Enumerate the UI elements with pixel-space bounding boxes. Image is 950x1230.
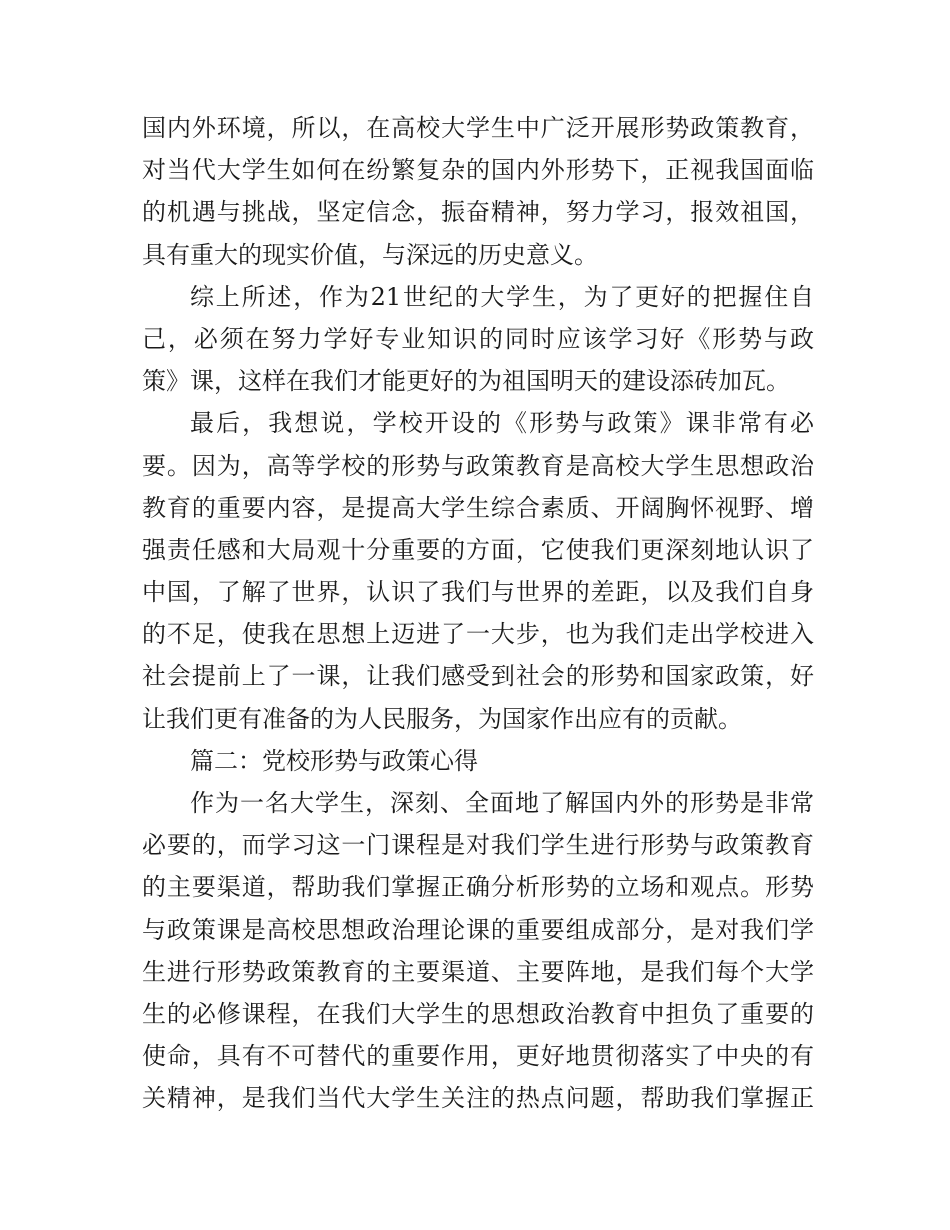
text-line: 中国，了解了世界，认识了我们与世界的差距，以及我们自身 <box>142 578 814 607</box>
text-line: 关精神，是我们当代大学生关注的热点问题，帮助我们掌握正 <box>142 1084 814 1113</box>
text-line: 的不足，使我在思想上迈进了一大步，也为我们走出学校进入 <box>142 620 814 649</box>
text-line: 的机遇与挑战，坚定信念，振奋精神，努力学习，报效祖国， <box>142 198 814 227</box>
text-line: 生的必修课程，在我们大学生的思想政治教育中担负了重要的 <box>142 999 814 1028</box>
text-line: 具有重大的现实价值，与深远的历史意义。 <box>142 240 598 269</box>
text-line: 己，必须在努力学好专业知识的同时应该学习好《形势与政 <box>142 324 814 353</box>
text-line: 强责任感和大局观十分重要的方面，它使我们更深刻地认识了 <box>142 535 814 564</box>
text-line: 教育的重要内容，是提高大学生综合素质、开阔胸怀视野、增 <box>142 493 814 522</box>
text-line: 综上所述，作为21世纪的大学生，为了更好的把握住自 <box>190 282 814 311</box>
text-line: 让我们更有准备的为人民服务，为国家作出应有的贡献。 <box>142 704 742 733</box>
text-line: 作为一名大学生，深刻、全面地了解国内外的形势是非常 <box>190 789 814 817</box>
text-line: 要。因为，高等学校的形势与政策教育是高校大学生思想政治 <box>142 451 814 480</box>
text-line: 最后，我想说，学校开设的《形势与政策》课非常有必 <box>190 409 814 438</box>
text-line: 必要的，而学习这一门课程是对我们学生进行形势与政策教育 <box>142 831 814 860</box>
text-line: 社会提前上了一课，让我们感受到社会的形势和国家政策，好 <box>142 662 814 691</box>
text-line: 国内外环境，所以，在高校大学生中广泛开展形势政策教育， <box>142 114 814 142</box>
text-line: 对当代大学生如何在纷繁复杂的国内外形势下，正视我国面临 <box>142 156 814 185</box>
document-body <box>142 107 814 1120</box>
text-line: 与政策课是高校思想政治理论课的重要组成部分，是对我们学 <box>142 915 814 944</box>
text-line: 篇二：党校形势与政策心得 <box>190 746 478 775</box>
text-line: 策》课，这样在我们才能更好的为祖国明天的建设添砖加瓦。 <box>142 367 790 396</box>
text-line: 的主要渠道，帮助我们掌握正确分析形势的立场和观点。形势 <box>142 873 814 902</box>
text-line: 生进行形势政策教育的主要渠道、主要阵地，是我们每个大学 <box>142 957 814 986</box>
text-line: 使命，具有不可替代的重要作用，更好地贯彻落实了中央的有 <box>142 1042 814 1071</box>
